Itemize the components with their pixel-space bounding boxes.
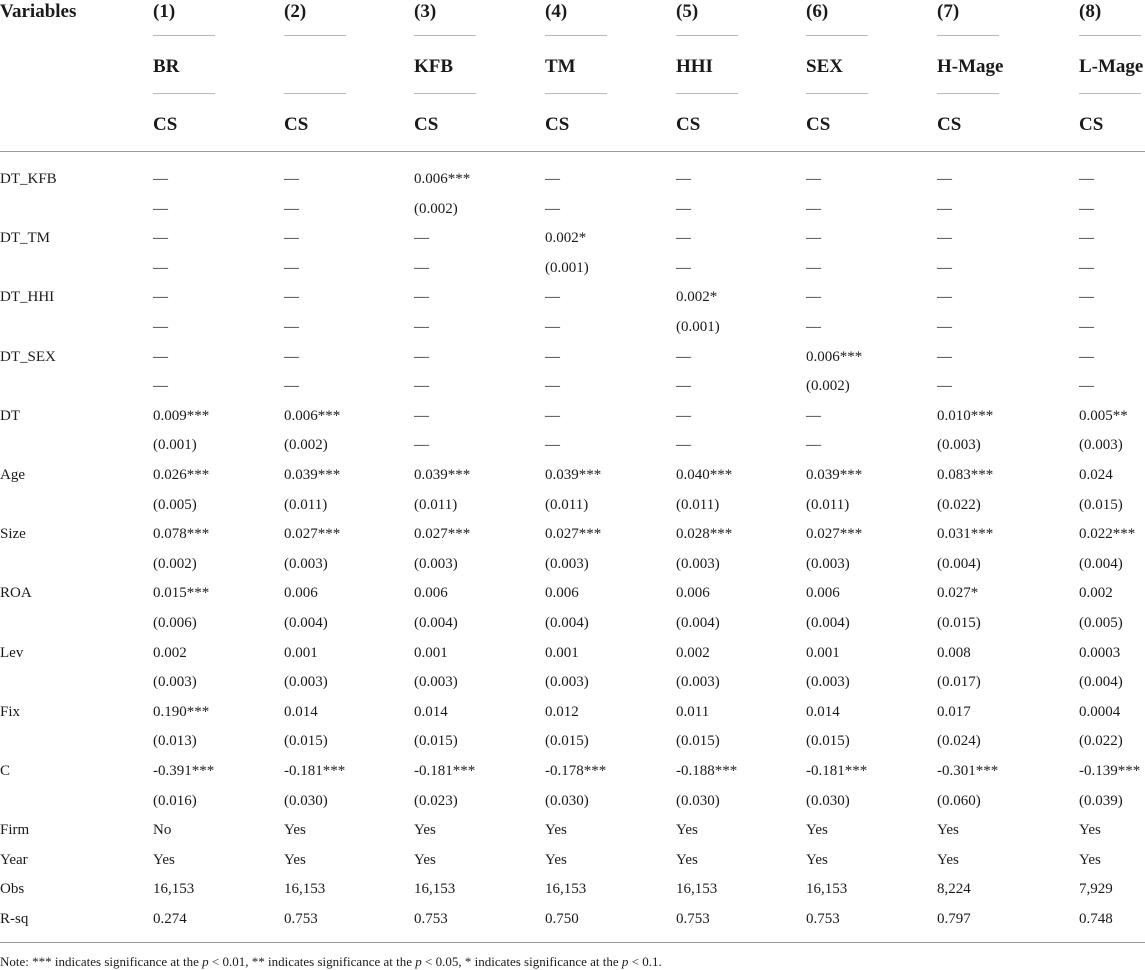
table-cell: — — [1079, 201, 1094, 217]
table-cell: 16,153 — [153, 881, 195, 897]
table-cell: 16,153 — [414, 881, 456, 897]
table-cell: — — [806, 408, 821, 424]
column-number: (5) — [676, 1, 699, 22]
table-cell: 0.001 — [284, 645, 318, 661]
table-cell: -0.181*** — [284, 763, 346, 779]
table-cell: (0.011) — [676, 497, 720, 513]
column-group-label: SEX — [806, 56, 843, 77]
table-cell: — — [284, 349, 299, 365]
table-cell: 0.006*** — [284, 408, 341, 424]
table-cell: — — [545, 289, 560, 305]
table-cell: 16,153 — [806, 881, 848, 897]
table-cell: — — [1079, 171, 1094, 187]
table-cell: Yes — [937, 852, 959, 868]
table-cell: (0.015) — [414, 733, 458, 749]
table-cell: Yes — [937, 822, 959, 838]
table-cell: 16,153 — [545, 881, 587, 897]
table-cell: Yes — [1079, 822, 1101, 838]
dependent-variable-label: CS — [284, 114, 309, 135]
table-rule — [676, 93, 738, 94]
column-number: (2) — [284, 1, 307, 22]
table-cell: — — [676, 437, 691, 453]
table-cell: 0.083*** — [937, 467, 994, 483]
table-cell: — — [1079, 378, 1094, 394]
table-cell: (0.003) — [284, 556, 328, 572]
table-cell: 0.748 — [1079, 911, 1113, 927]
table-cell: — — [1079, 230, 1094, 246]
variables-header: Variables — [0, 1, 77, 22]
table-cell: — — [806, 171, 821, 187]
table-cell: 0.001 — [545, 645, 579, 661]
table-cell: (0.002) — [414, 201, 458, 217]
table-cell: (0.022) — [937, 497, 981, 513]
table-cell: — — [806, 230, 821, 246]
column-group-label: L-Mage — [1079, 56, 1144, 77]
table-cell: (0.003) — [284, 674, 328, 690]
table-cell: — — [806, 289, 821, 305]
table-cell: Yes — [806, 852, 828, 868]
table-cell: 0.190*** — [153, 704, 210, 720]
table-cell: No — [153, 822, 172, 838]
table-rule — [153, 35, 215, 36]
table-cell: — — [153, 378, 168, 394]
table-rule — [0, 942, 1145, 943]
table-cell: 0.001 — [414, 645, 448, 661]
table-cell: (0.005) — [1079, 615, 1123, 631]
table-cell: 0.753 — [284, 911, 318, 927]
row-label: DT_HHI — [0, 289, 55, 305]
table-cell: 16,153 — [284, 881, 326, 897]
dependent-variable-label: CS — [414, 114, 439, 135]
table-cell: — — [545, 319, 560, 335]
table-cell: 0.028*** — [676, 526, 733, 542]
table-cell: -0.391*** — [153, 763, 215, 779]
table-cell: — — [153, 289, 168, 305]
row-label: DT_KFB — [0, 171, 57, 187]
table-cell: 8,224 — [937, 881, 971, 897]
row-label: Fix — [0, 704, 21, 720]
table-cell: 0.006*** — [414, 171, 471, 187]
table-cell: — — [937, 171, 952, 187]
table-rule — [937, 35, 999, 36]
table-cell: 0.753 — [806, 911, 840, 927]
table-cell: 0.005** — [1079, 408, 1128, 424]
table-cell: — — [153, 319, 168, 335]
table-cell: 0.015*** — [153, 585, 210, 601]
table-cell: 0.039*** — [414, 467, 471, 483]
table-rule — [806, 35, 868, 36]
table-cell: — — [676, 349, 691, 365]
row-label: ROA — [0, 585, 32, 601]
table-cell: Yes — [1079, 852, 1101, 868]
table-cell: 0.017 — [937, 704, 971, 720]
row-label: Age — [0, 467, 25, 483]
table-cell: (0.004) — [806, 615, 850, 631]
column-number: (6) — [806, 1, 829, 22]
table-cell: (0.015) — [806, 733, 850, 749]
dependent-variable-label: CS — [937, 114, 962, 135]
row-label: R-sq — [0, 911, 29, 927]
table-cell: (0.015) — [545, 733, 589, 749]
table-cell: — — [414, 230, 429, 246]
table-cell: Yes — [414, 852, 436, 868]
table-cell: (0.030) — [545, 793, 589, 809]
dependent-variable-label: CS — [545, 114, 570, 135]
table-cell: (0.015) — [284, 733, 328, 749]
table-cell: — — [153, 171, 168, 187]
table-cell: 0.002* — [676, 289, 718, 305]
table-cell: — — [937, 378, 952, 394]
table-cell: — — [806, 201, 821, 217]
dependent-variable-label: CS — [1079, 114, 1104, 135]
column-group-label: KFB — [414, 56, 454, 77]
table-cell: (0.011) — [545, 497, 589, 513]
table-cell: Yes — [545, 822, 567, 838]
table-cell: 0.002 — [1079, 585, 1113, 601]
table-cell: 0.010*** — [937, 408, 994, 424]
table-cell: 0.031*** — [937, 526, 994, 542]
table-cell: 0.753 — [414, 911, 448, 927]
table-rule — [284, 93, 346, 94]
table-cell: (0.004) — [1079, 556, 1123, 572]
table-cell: — — [284, 171, 299, 187]
table-rule — [1079, 35, 1141, 36]
table-cell: Yes — [153, 852, 175, 868]
column-number: (1) — [153, 1, 176, 22]
table-cell: (0.004) — [1079, 674, 1123, 690]
table-cell: (0.003) — [937, 437, 981, 453]
table-cell: 0.002 — [153, 645, 187, 661]
table-cell: Yes — [676, 822, 698, 838]
table-rule — [414, 35, 476, 36]
table-cell: Yes — [545, 852, 567, 868]
table-cell: 0.006 — [806, 585, 840, 601]
table-cell: — — [284, 378, 299, 394]
table-cell: (0.003) — [806, 556, 850, 572]
table-cell: (0.004) — [676, 615, 720, 631]
table-cell: — — [676, 171, 691, 187]
table-cell: (0.003) — [676, 556, 720, 572]
table-cell: — — [545, 408, 560, 424]
column-number: (8) — [1079, 1, 1102, 22]
table-cell: — — [545, 437, 560, 453]
table-cell: — — [414, 260, 429, 276]
table-cell: 0.0004 — [1079, 704, 1121, 720]
table-cell: — — [1079, 289, 1094, 305]
table-cell: — — [284, 289, 299, 305]
table-cell: — — [153, 201, 168, 217]
table-cell: — — [284, 319, 299, 335]
table-cell: (0.001) — [676, 319, 720, 335]
table-cell: (0.005) — [153, 497, 197, 513]
table-cell: (0.016) — [153, 793, 197, 809]
table-cell: — — [937, 349, 952, 365]
table-cell: — — [545, 349, 560, 365]
table-cell: 0.006*** — [806, 349, 863, 365]
table-cell: (0.015) — [1079, 497, 1123, 513]
column-group-label: HHI — [676, 56, 713, 77]
table-cell: 0.001 — [806, 645, 840, 661]
row-label: DT_TM — [0, 230, 50, 246]
table-cell: (0.013) — [153, 733, 197, 749]
column-group-label: H-Mage — [937, 56, 1004, 77]
table-cell: 0.078*** — [153, 526, 210, 542]
table-cell: 0.027*** — [806, 526, 863, 542]
table-cell: — — [806, 437, 821, 453]
table-cell: — — [806, 260, 821, 276]
table-cell: (0.002) — [153, 556, 197, 572]
table-cell: 0.750 — [545, 911, 579, 927]
table-cell: -0.181*** — [414, 763, 476, 779]
table-cell: 0.027*** — [284, 526, 341, 542]
row-label: Year — [0, 852, 28, 868]
table-cell: 16,153 — [676, 881, 718, 897]
table-rule — [284, 35, 346, 36]
table-cell: 0.014 — [806, 704, 840, 720]
table-cell: — — [414, 437, 429, 453]
table-rule — [937, 93, 999, 94]
table-cell: — — [545, 201, 560, 217]
table-cell: (0.006) — [153, 615, 197, 631]
column-number: (7) — [937, 1, 960, 22]
table-cell: Yes — [676, 852, 698, 868]
table-cell: Yes — [284, 852, 306, 868]
table-cell: — — [414, 408, 429, 424]
table-rule — [545, 35, 607, 36]
table-cell: — — [1079, 349, 1094, 365]
table-cell: (0.003) — [545, 674, 589, 690]
table-rule — [1079, 93, 1141, 94]
table-cell: (0.004) — [414, 615, 458, 631]
table-cell: — — [284, 260, 299, 276]
table-cell: 0.012 — [545, 704, 579, 720]
row-label: Firm — [0, 822, 30, 838]
table-rule — [545, 93, 607, 94]
table-cell: — — [937, 289, 952, 305]
table-cell: 0.039*** — [806, 467, 863, 483]
table-cell: — — [414, 349, 429, 365]
table-cell: 0.039*** — [284, 467, 341, 483]
table-cell: 0.014 — [414, 704, 448, 720]
table-cell: — — [153, 260, 168, 276]
table-cell: (0.004) — [937, 556, 981, 572]
table-cell: — — [676, 260, 691, 276]
table-cell: — — [153, 349, 168, 365]
table-cell: — — [676, 408, 691, 424]
table-cell: 0.006 — [284, 585, 318, 601]
table-cell: (0.004) — [545, 615, 589, 631]
table-rule — [0, 151, 1145, 152]
table-cell: Yes — [284, 822, 306, 838]
table-cell: — — [806, 319, 821, 335]
table-cell: -0.188*** — [676, 763, 738, 779]
table-rule — [806, 93, 868, 94]
table-cell: (0.003) — [153, 674, 197, 690]
table-cell: 0.039*** — [545, 467, 602, 483]
row-label: Obs — [0, 881, 25, 897]
table-cell: — — [937, 201, 952, 217]
table-cell: (0.030) — [806, 793, 850, 809]
table-cell: (0.003) — [806, 674, 850, 690]
row-label: C — [0, 763, 11, 779]
table-cell: (0.001) — [545, 260, 589, 276]
table-cell: 0.026*** — [153, 467, 210, 483]
table-cell: 0.022*** — [1079, 526, 1136, 542]
table-cell: 0.002 — [676, 645, 710, 661]
table-cell: 0.274 — [153, 911, 187, 927]
table-rule — [676, 35, 738, 36]
table-cell: Yes — [414, 822, 436, 838]
table-cell: (0.002) — [284, 437, 328, 453]
table-cell: (0.030) — [284, 793, 328, 809]
table-cell: 0.0003 — [1079, 645, 1121, 661]
table-cell: 0.040*** — [676, 467, 733, 483]
table-cell: 0.006 — [545, 585, 579, 601]
dependent-variable-label: CS — [676, 114, 701, 135]
table-cell: (0.023) — [414, 793, 458, 809]
table-note: Note: *** indicates significance at the p < 0.01, ** indicates significance at the p < 0.05, * indicates significance at the p < 0.1. — [0, 954, 662, 969]
dependent-variable-label: CS — [806, 114, 831, 135]
column-number: (4) — [545, 1, 568, 22]
table-cell: — — [414, 378, 429, 394]
table-cell: -0.301*** — [937, 763, 999, 779]
table-cell: 0.006 — [414, 585, 448, 601]
table-cell: -0.181*** — [806, 763, 868, 779]
table-cell: 0.027*** — [545, 526, 602, 542]
table-cell: -0.178*** — [545, 763, 607, 779]
row-label: Lev — [0, 645, 24, 661]
table-cell: — — [1079, 319, 1094, 335]
table-cell: — — [284, 230, 299, 246]
table-cell: — — [937, 230, 952, 246]
table-cell: — — [937, 260, 952, 276]
table-cell: (0.003) — [414, 556, 458, 572]
table-cell: (0.024) — [937, 733, 981, 749]
column-group-label: TM — [545, 56, 576, 77]
table-rule — [153, 93, 215, 94]
table-cell: 0.002* — [545, 230, 587, 246]
table-cell: (0.011) — [414, 497, 458, 513]
table-cell: — — [545, 378, 560, 394]
table-cell: (0.003) — [1079, 437, 1123, 453]
column-group-label: BR — [153, 56, 180, 77]
table-cell: 0.014 — [284, 704, 318, 720]
table-cell: — — [676, 230, 691, 246]
table-cell: (0.015) — [937, 615, 981, 631]
table-cell: (0.022) — [1079, 733, 1123, 749]
column-number: (3) — [414, 1, 437, 22]
table-cell: (0.001) — [153, 437, 197, 453]
table-cell: (0.003) — [676, 674, 720, 690]
table-cell: 0.011 — [676, 704, 710, 720]
table-cell: 7,929 — [1079, 881, 1113, 897]
table-cell: Yes — [806, 822, 828, 838]
table-cell: — — [676, 378, 691, 394]
table-cell: 0.006 — [676, 585, 710, 601]
table-cell: 0.027* — [937, 585, 979, 601]
table-cell: (0.030) — [676, 793, 720, 809]
row-label: DT_SEX — [0, 349, 56, 365]
table-cell: (0.017) — [937, 674, 981, 690]
table-cell: (0.039) — [1079, 793, 1123, 809]
table-rule — [414, 93, 476, 94]
table-cell: (0.004) — [284, 615, 328, 631]
table-cell: (0.011) — [806, 497, 850, 513]
table-cell: — — [414, 319, 429, 335]
table-cell: — — [1079, 260, 1094, 276]
table-cell: 0.009*** — [153, 408, 210, 424]
table-cell: 0.024 — [1079, 467, 1113, 483]
table-cell: — — [284, 201, 299, 217]
row-label: DT — [0, 408, 20, 424]
table-cell: (0.003) — [414, 674, 458, 690]
table-cell: 0.008 — [937, 645, 971, 661]
table-cell: — — [937, 319, 952, 335]
table-cell: 0.027*** — [414, 526, 471, 542]
dependent-variable-label: CS — [153, 114, 178, 135]
table-cell: 0.753 — [676, 911, 710, 927]
table-cell: — — [676, 201, 691, 217]
table-cell: (0.002) — [806, 378, 850, 394]
table-cell: -0.139*** — [1079, 763, 1141, 779]
table-cell: — — [414, 289, 429, 305]
table-cell: (0.060) — [937, 793, 981, 809]
table-cell: 0.797 — [937, 911, 971, 927]
table-cell: (0.015) — [676, 733, 720, 749]
row-label: Size — [0, 526, 26, 542]
table-cell: (0.011) — [284, 497, 328, 513]
table-cell: — — [153, 230, 168, 246]
table-cell: (0.003) — [545, 556, 589, 572]
table-cell: — — [545, 171, 560, 187]
